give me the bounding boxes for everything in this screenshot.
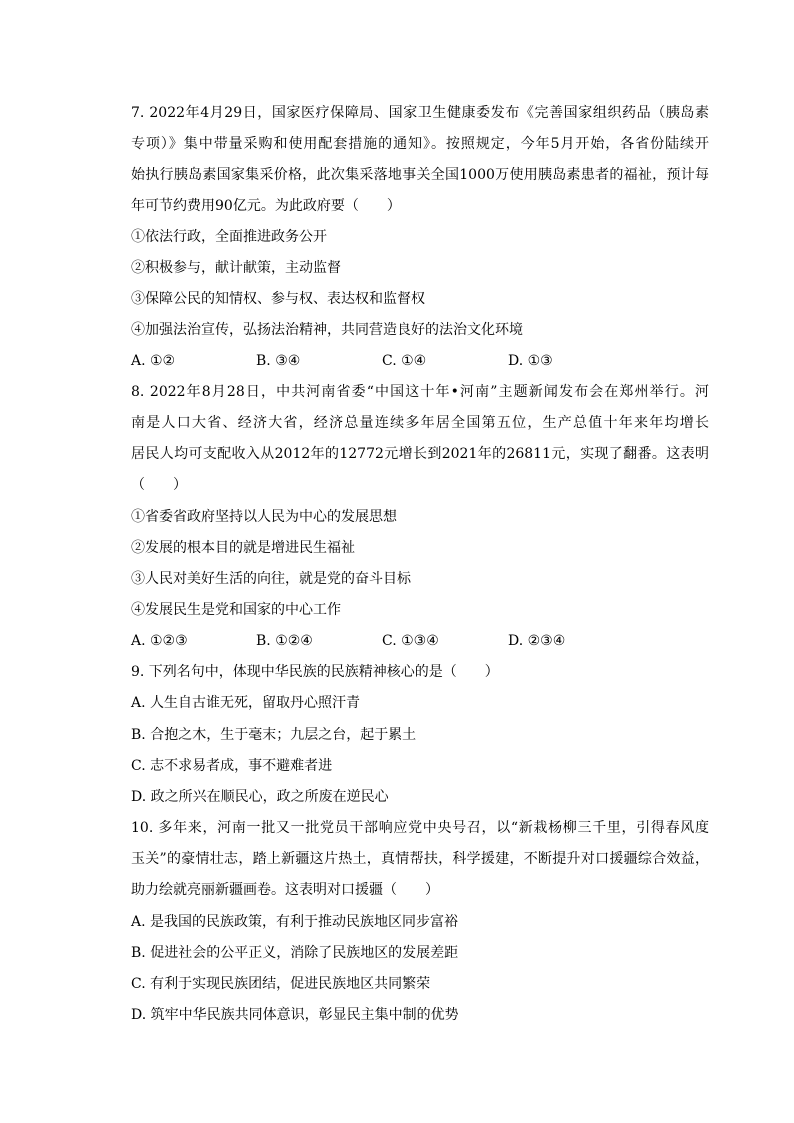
- question-8-item-2: ②发展的根本目的就是增进民生福祉: [131, 540, 355, 556]
- question-7-item-3: ③保障公民的知情权、参与权、表达权和监督权: [131, 291, 425, 307]
- question-10-option-a: A. 是我国的民族政策，有利于推动民族地区同步富裕: [131, 914, 459, 930]
- question-7-stem-line-2: 专项）》集中带量采购和使用配套措施的通知》。按照规定，今年5月开始，各省份陆续开: [131, 136, 709, 152]
- question-7-item-4: ④加强法治宣传，弘扬法治精神，共同营造良好的法治文化环境: [131, 322, 523, 338]
- question-10-stem-line-2: 玉关”的豪情壮志，踏上新疆这片热土，真情帮扶，科学援建，不断提升对口援疆综合效益，: [131, 851, 709, 867]
- question-8-stem-line-1: 8. 2022年8月28日，中共河南省委“中国这十年•河南”主题新闻发布会在郑州举行。河: [131, 384, 709, 400]
- question-8-item-1: ①省委省政府坚持以人民为中心的发展思想: [131, 509, 397, 525]
- question-7-stem-line-1: 7. 2022年4月29日，国家医疗保障局、国家卫生健康委发布《完善国家组织药品（胰岛素: [131, 105, 709, 121]
- question-9-option-b: B. 合抱之木，生于毫末；九层之台，起于累土: [131, 727, 417, 743]
- question-8-item-4: ④发展民生是党和国家的中心工作: [131, 602, 341, 618]
- question-10-option-c: C. 有利于实现民族团结，促进民族地区共同繁荣: [131, 976, 431, 992]
- question-10-stem-line-3: 助力绘就亮丽新疆画卷。这表明对口援疆（ ）: [131, 882, 439, 898]
- question-8-option-a: A. ①②③: [131, 633, 188, 649]
- question-7-stem-line-4: 年可节约费用90亿元。为此政府要（ ）: [131, 198, 401, 214]
- question-7-item-1: ①依法行政，全面推进政务公开: [131, 229, 327, 245]
- question-9-stem: 9. 下列名句中，体现中华民族的民族精神核心的是（ ）: [131, 664, 499, 680]
- question-7-stem-line-3: 始执行胰岛素国家集采价格，此次集采落地事关全国1000万使用胰岛素患者的福祉，预计每: [131, 167, 709, 183]
- question-8-option-d: D. ②③④: [508, 633, 566, 649]
- question-10-option-b: B. 促进社会的公平正义，消除了民族地区的发展差距: [131, 945, 459, 961]
- question-10-stem-line-1: 10. 多年来，河南一批又一批党员干部响应党中央号召，以“新栽杨柳三千里，引得春风度: [131, 820, 709, 836]
- question-7-option-a: A. ①②: [131, 353, 176, 369]
- question-8-stem-line-3: 居民人均可支配收入从2012年的12772元增长到2021年的26811元，实现了翻番。这表明: [131, 446, 709, 462]
- question-8-stem-line-2: 南是人口大省、经济大省，经济总量连续多年居全国第五位，生产总值十年来年均增长: [131, 415, 709, 431]
- question-7-option-d: D. ①③: [508, 353, 553, 369]
- question-9-option-d: D. 政之所兴在顺民心，政之所废在逆民心: [131, 789, 389, 805]
- question-9-option-a: A. 人生自古谁无死，留取丹心照汗青: [131, 695, 361, 711]
- question-9-option-c: C. 志不求易者成，事不避难者进: [131, 758, 333, 774]
- question-8-item-3: ③人民对美好生活的向往，就是党的奋斗目标: [131, 571, 411, 587]
- question-8-option-c: C. ①③④: [382, 633, 439, 649]
- question-8-stem-line-4: （ ）: [131, 477, 187, 493]
- question-8-option-b: B. ①②④: [256, 633, 313, 649]
- question-7-option-b: B. ③④: [256, 353, 301, 369]
- question-7-item-2: ②积极参与，献计献策，主动监督: [131, 260, 341, 276]
- question-10-option-d: D. 筑牢中华民族共同体意识，彰显民主集中制的优势: [131, 1007, 459, 1023]
- question-7-option-c: C. ①④: [382, 353, 427, 369]
